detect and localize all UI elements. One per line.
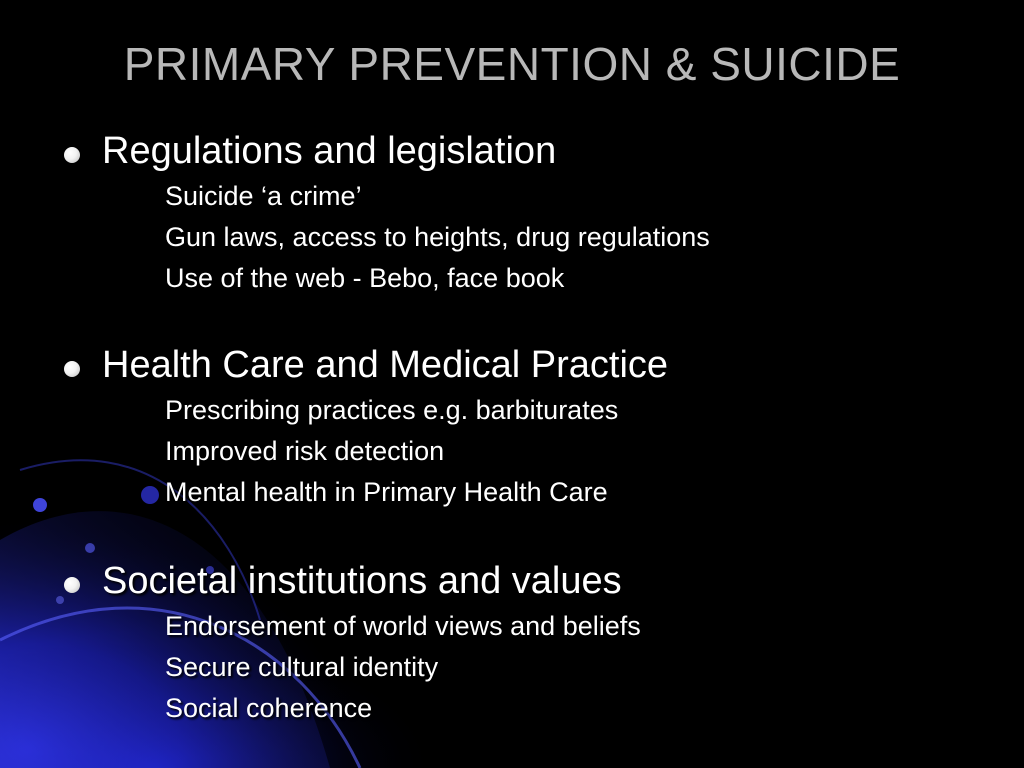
slide-title: PRIMARY PREVENTION & SUICIDE bbox=[123, 38, 901, 90]
bullet-heading-text: Health Care and Medical Practice bbox=[102, 344, 669, 386]
bullet-heading bbox=[64, 126, 1004, 176]
bullet-content bbox=[64, 126, 1004, 729]
sub-item: Mental health in Primary Health Care bbox=[165, 477, 608, 507]
sub-item: Suicide ‘a crime’ bbox=[165, 181, 362, 211]
sub-item: Improved risk detection bbox=[165, 436, 445, 466]
bullet-dot-icon bbox=[64, 147, 80, 163]
section-societal bbox=[64, 556, 1004, 729]
bullet-dot-icon bbox=[64, 577, 80, 593]
sub-list bbox=[165, 176, 1004, 299]
bullet-dot-icon bbox=[64, 361, 80, 377]
glow-dot-5 bbox=[56, 596, 64, 604]
glow-dot-1 bbox=[33, 498, 47, 512]
sub-item: Social coherence bbox=[165, 693, 373, 723]
section-regulations bbox=[64, 126, 1004, 340]
bullet-heading-text: Regulations and legislation bbox=[102, 130, 557, 172]
sub-item: Use of the web - Bebo, face book bbox=[165, 263, 565, 293]
sub-list bbox=[165, 606, 1004, 729]
sub-item: Prescribing practices e.g. barbiturates bbox=[165, 395, 619, 425]
sub-item: Secure cultural identity bbox=[165, 652, 439, 682]
bullet-heading bbox=[64, 340, 1004, 390]
section-health-care bbox=[64, 340, 1004, 556]
sub-list bbox=[165, 390, 1004, 513]
bullet-heading-text: Societal institutions and values bbox=[102, 560, 622, 602]
sub-item: Gun laws, access to heights, drug regulations bbox=[165, 222, 710, 252]
bullet-heading bbox=[64, 556, 1004, 606]
sub-item: Endorsement of world views and beliefs bbox=[165, 611, 641, 641]
